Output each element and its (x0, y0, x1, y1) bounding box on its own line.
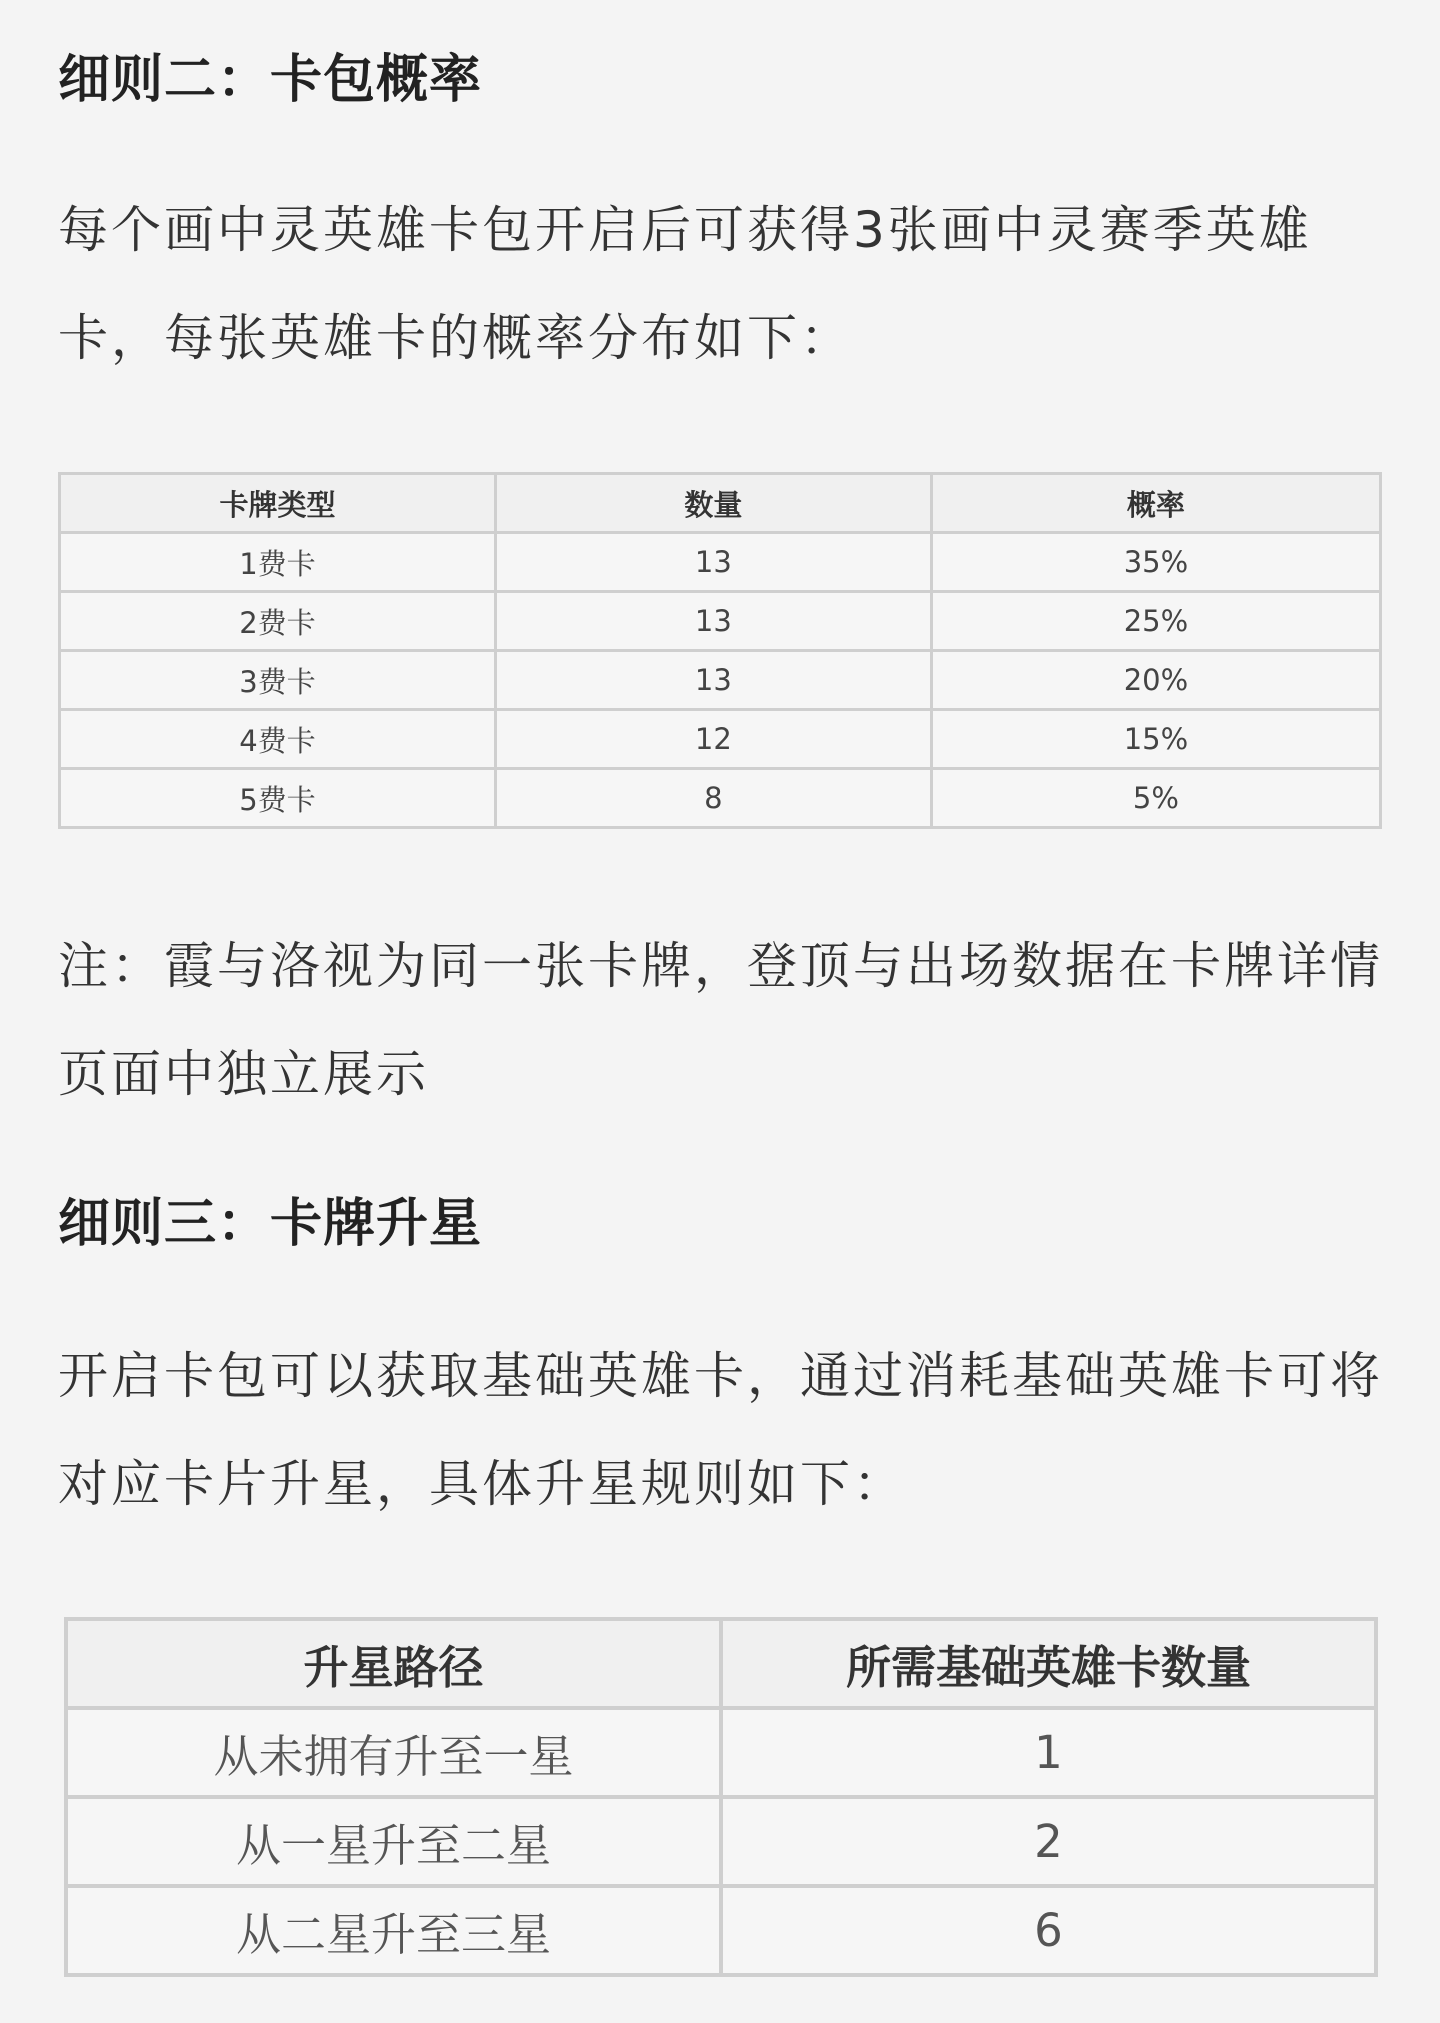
table-row (60, 592, 1381, 651)
probability-cell: 15% (931, 710, 1380, 769)
card-type-cell: 5费卡 (60, 769, 496, 828)
section2-note: 注：霞与洛视为同一张卡牌，登顶与出场数据在卡牌详情页面中独立展示 (58, 937, 1383, 1103)
probability-cell: 20% (931, 651, 1380, 710)
quantity-cell: 13 (495, 533, 931, 592)
section2-heading: 细则二：卡包概率 (58, 50, 483, 110)
table-header-row (60, 474, 1381, 533)
section2-intro: 每个画中灵英雄卡包开启后可获得3张画中灵赛季英雄卡，每张英雄卡的概率分布如下： (58, 201, 1312, 367)
probability-cell: 5% (931, 769, 1380, 828)
probability-cell: 25% (931, 592, 1380, 651)
required-cards-cell: 2 (721, 1797, 1376, 1886)
quantity-cell: 8 (495, 769, 931, 828)
upgrade-path-cell: 从未拥有升至一星 (66, 1708, 721, 1797)
upgrade-path-cell: 从一星升至二星 (66, 1797, 721, 1886)
table-row (60, 533, 1381, 592)
quantity-cell: 12 (495, 710, 931, 769)
table-row (60, 651, 1381, 710)
card-type-cell: 3费卡 (60, 651, 496, 710)
table-row (60, 710, 1381, 769)
card-type-cell: 4费卡 (60, 710, 496, 769)
probability-cell: 35% (931, 533, 1380, 592)
section3-intro: 开启卡包可以获取基础英雄卡，通过消耗基础英雄卡可将对应卡片升星，具体升星规则如下： (58, 1347, 1383, 1513)
card-type-cell: 2费卡 (60, 592, 496, 651)
quantity-cell: 13 (495, 592, 931, 651)
header-card-type: 卡牌类型 (60, 474, 496, 533)
table-row (66, 1708, 1376, 1797)
header-quantity: 数量 (495, 474, 931, 533)
upgrade-path-cell: 从二星升至三星 (66, 1886, 721, 1975)
card-probability-table (58, 472, 1382, 829)
table-row (60, 769, 1381, 828)
header-required-cards: 所需基础英雄卡数量 (721, 1619, 1376, 1708)
table-row (66, 1797, 1376, 1886)
table-row (66, 1886, 1376, 1975)
table-header-row (66, 1619, 1376, 1708)
star-upgrade-table (64, 1617, 1378, 1977)
header-probability: 概率 (931, 474, 1380, 533)
required-cards-cell: 6 (721, 1886, 1376, 1975)
required-cards-cell: 1 (721, 1708, 1376, 1797)
quantity-cell: 13 (495, 651, 931, 710)
section3-heading: 细则三：卡牌升星 (58, 1194, 483, 1254)
card-type-cell: 1费卡 (60, 533, 496, 592)
header-upgrade-path: 升星路径 (66, 1619, 721, 1708)
